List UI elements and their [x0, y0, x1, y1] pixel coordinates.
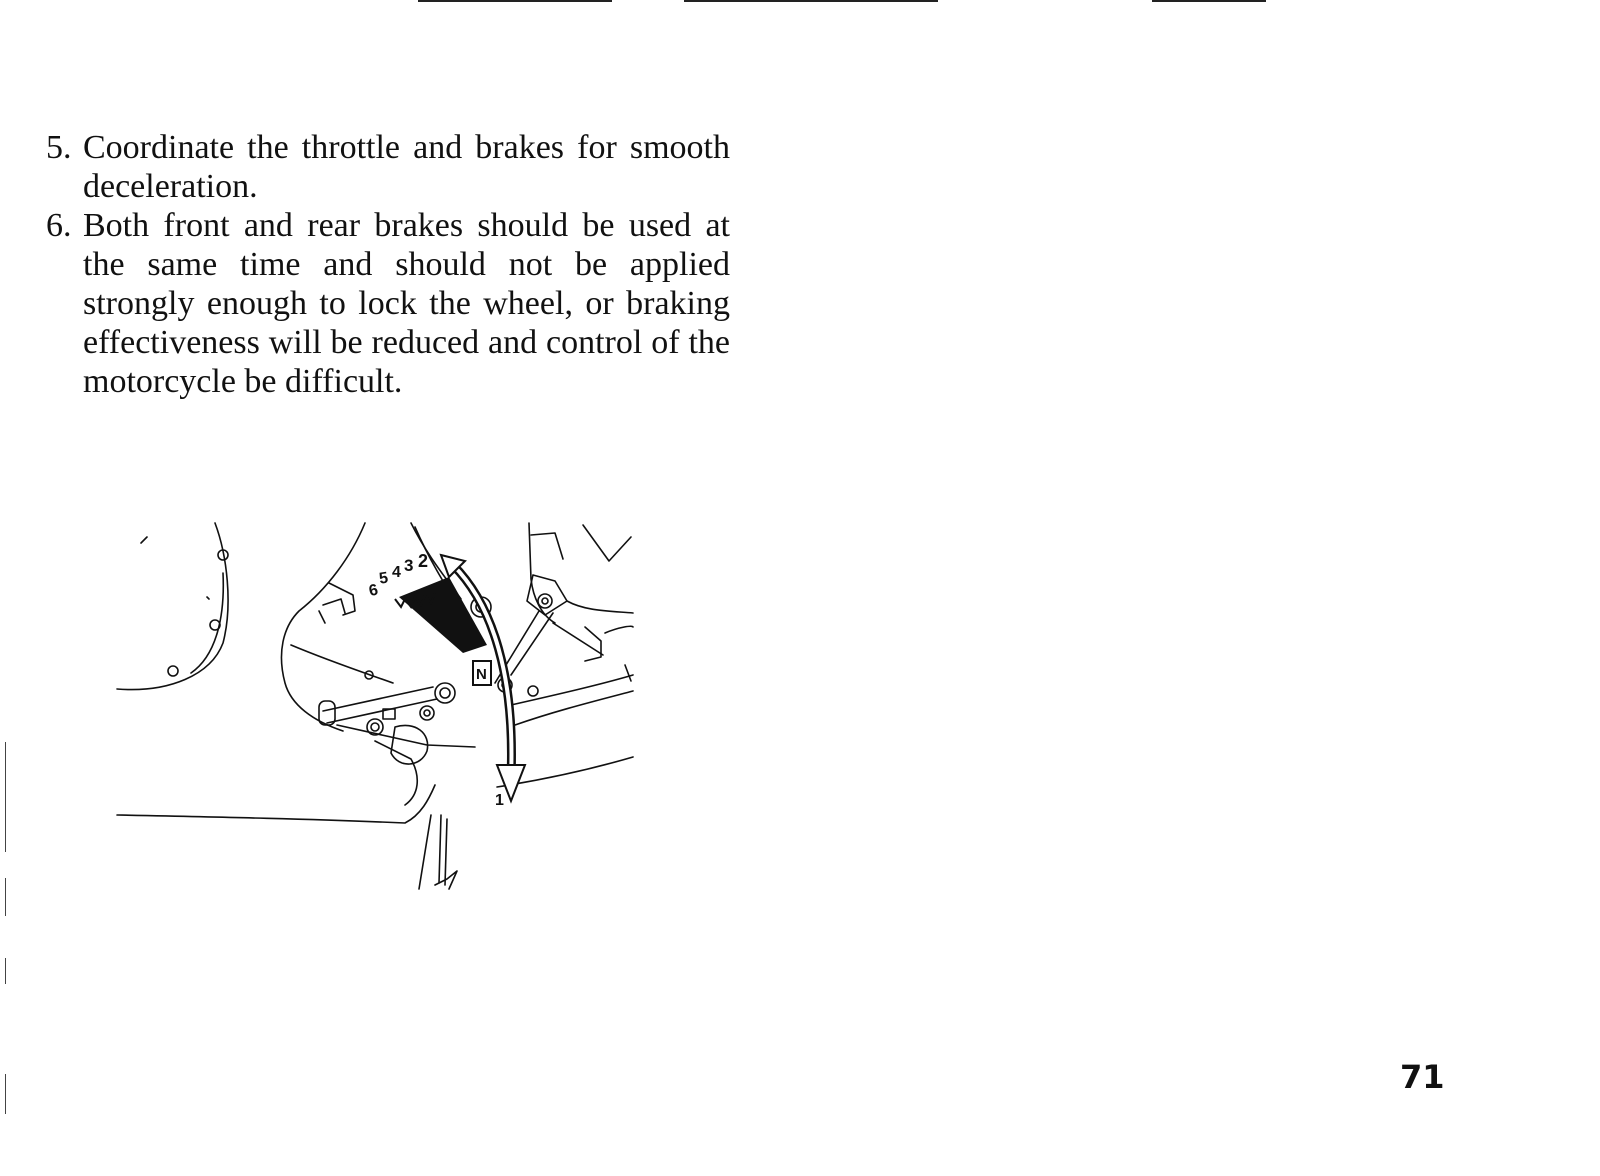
- engine-cover-outline: [117, 523, 228, 690]
- step-item: [46, 128, 730, 206]
- step-number: 5.: [46, 129, 72, 166]
- fitting: [319, 611, 325, 623]
- gearshift-diagram: [115, 515, 655, 905]
- gear-label-5: 5: [378, 569, 390, 588]
- gear-label-n: N: [476, 666, 487, 683]
- top-rule-middle: [684, 0, 938, 2]
- shift-linkage-bolt: [424, 710, 430, 716]
- page-number: 71: [1400, 1058, 1445, 1096]
- crankcase-outline: [375, 741, 417, 805]
- cover-bolt: [168, 666, 178, 676]
- rear-frame: [585, 627, 601, 661]
- step-text: Coordinate the throttle and brakes for smooth deceleration.: [83, 129, 730, 205]
- cover-tick: [141, 537, 147, 543]
- top-rule-right: [1152, 0, 1266, 2]
- margin-mark: [5, 742, 6, 852]
- rear-frame: [583, 525, 631, 561]
- step-number: 6.: [46, 207, 72, 244]
- gear-label-4: 4: [392, 564, 401, 581]
- margin-mark: [5, 1074, 6, 1114]
- frame-outline: [291, 645, 393, 683]
- pivot-bolt: [528, 686, 538, 696]
- footpeg-stem: [445, 819, 447, 885]
- crankcase-outline: [337, 725, 475, 747]
- step-item: [46, 206, 730, 401]
- gear-label-3: 3: [404, 556, 414, 575]
- rear-frame: [625, 665, 631, 681]
- engine-cover-inner: [191, 573, 223, 673]
- margin-mark: [5, 958, 6, 984]
- shift-linkage-bolt: [371, 723, 379, 731]
- rear-frame: [511, 675, 633, 705]
- bracket-bolt: [542, 598, 548, 604]
- step-text: Both front and rear brakes should be used at the same time and should not be applied strongly enough to lock the wheel, or braking effectiveness will be reduced and control of the motorcycle be difficult.: [83, 207, 730, 400]
- fitting: [323, 599, 345, 613]
- footpeg-stem: [419, 815, 431, 889]
- shift-linkage-bolt: [420, 706, 434, 720]
- frame-outline: [281, 523, 365, 731]
- shift-spindle: [440, 688, 450, 698]
- instruction-steps: [46, 128, 730, 401]
- shift-spindle: [435, 683, 455, 703]
- gearshift-pattern-illustration: [115, 515, 655, 905]
- gear-label-6: 6: [367, 581, 380, 601]
- lower-outline: [117, 785, 435, 823]
- shift-linkage-bolt: [367, 719, 383, 735]
- top-rule-left: [418, 0, 612, 2]
- rear-frame: [531, 533, 563, 559]
- fitting: [329, 583, 355, 615]
- rear-frame: [567, 601, 633, 613]
- gear-label-1: 1: [495, 792, 504, 809]
- shift-rod: [323, 687, 433, 711]
- cover-tick: [207, 597, 209, 599]
- gear-label-2: 2: [418, 551, 429, 571]
- bracket-bolt: [538, 594, 552, 608]
- bracket-strut: [553, 623, 603, 655]
- rear-frame: [605, 626, 633, 633]
- margin-mark: [5, 878, 6, 916]
- footpeg-stem: [439, 815, 441, 883]
